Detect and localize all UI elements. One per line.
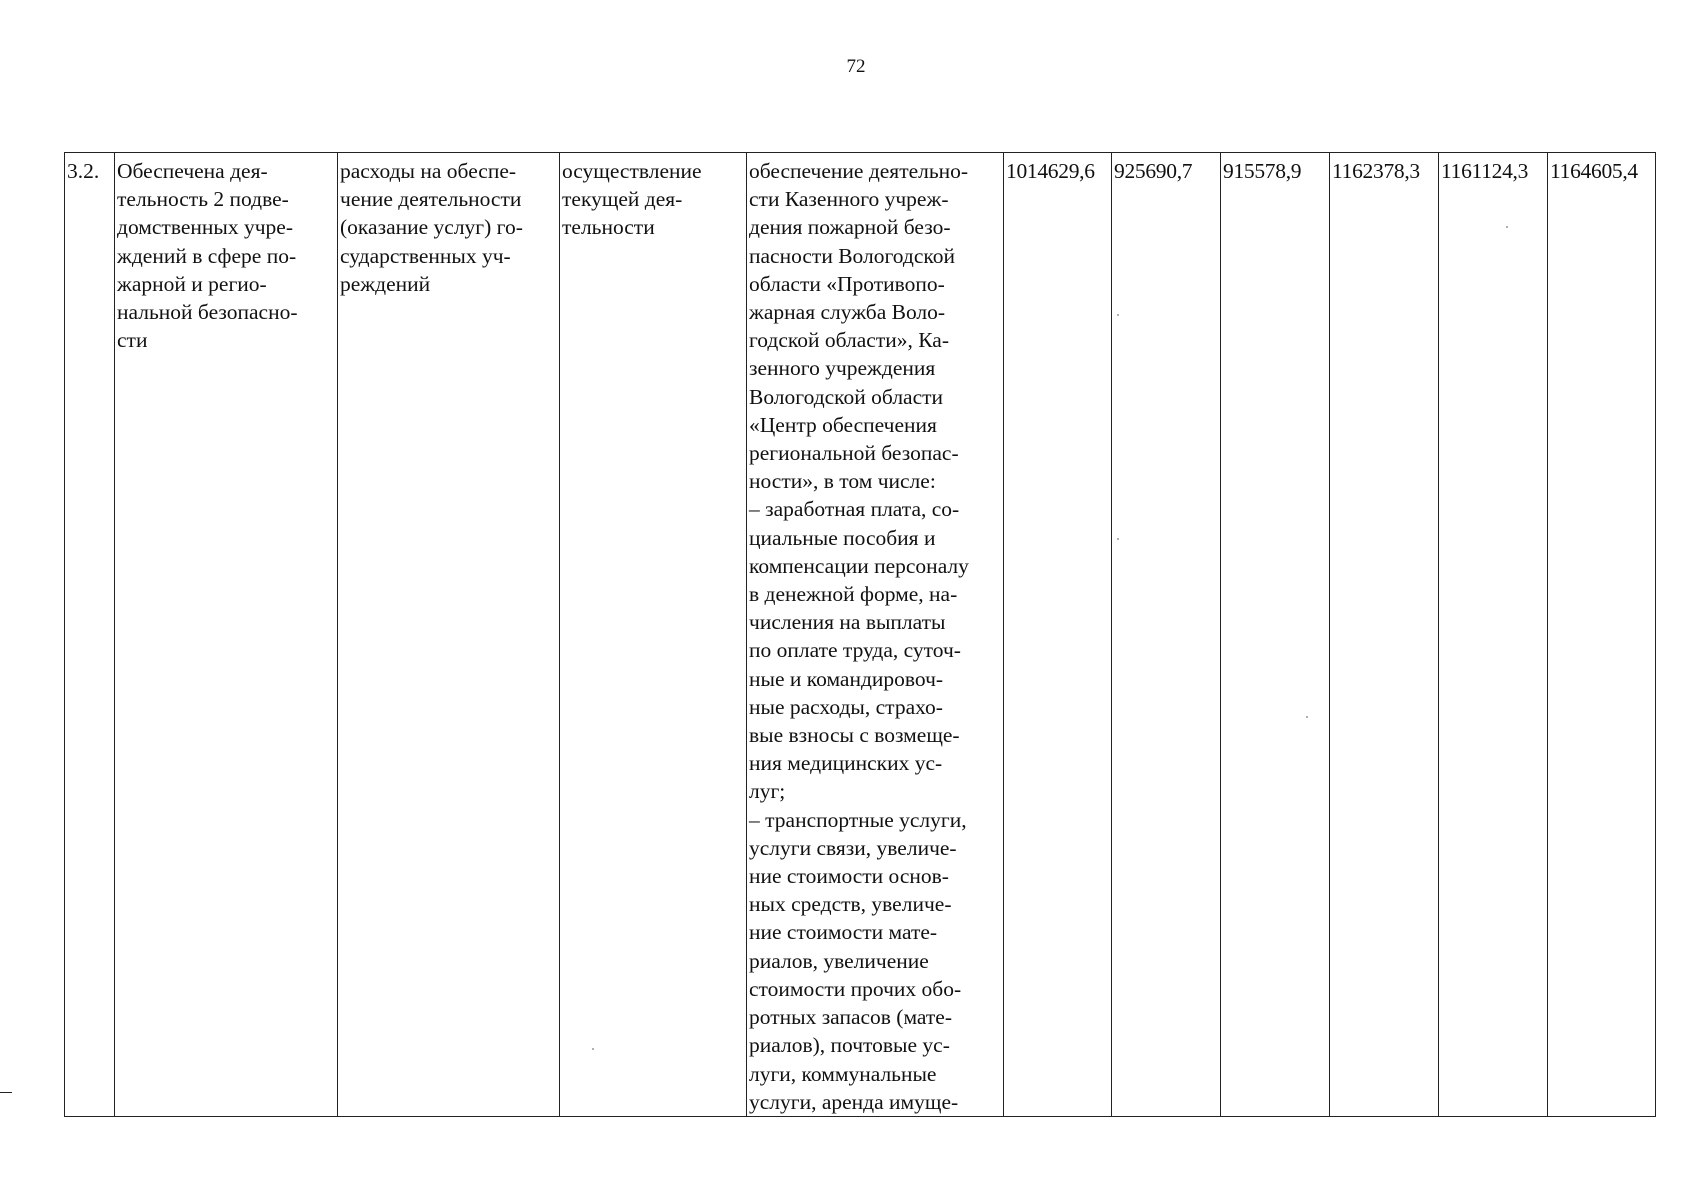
expenses-cell	[338, 153, 560, 1117]
value-cell	[1004, 153, 1112, 1117]
activity-cell	[560, 153, 747, 1117]
value-cell	[1439, 153, 1548, 1117]
value-cell	[1330, 153, 1439, 1117]
value-cell	[1112, 153, 1221, 1117]
value-6: 1164605,4	[1550, 159, 1638, 183]
value-5: 1161124,3	[1441, 159, 1529, 183]
result-cell	[115, 153, 338, 1117]
description-cell	[747, 153, 1004, 1117]
description-text: обеспечение деятельно- сти Казенного учреж- дения пожарной безо- пасности Вологодской области «Противопо- жарная служба Воло- годской области», Ка- зенного учреждения Вологодской области «Центр обеспечения региональной безопас- ности», в том числе: – заработная плата, со- циальные пособия и компенсации персоналу в денежной форме, на- числения на выплаты по оплате труда, суточ- ные и командировоч- ные расходы, страхо- вые взносы с возмеще- ния медицинских ус- луг; – транспортные услуги, услуги связи, увеличе- ние стоимости основ- ных средств, увеличе- ние стоимости мате- риалов, увеличение стоимости прочих обо- ротных запасов (мате- риалов), почтовые ус- луги, коммунальные услуги, аренда имуще-	[749, 159, 969, 1114]
budget-table	[64, 152, 1656, 1117]
value-cell	[1221, 153, 1330, 1117]
scan-edge-mark	[0, 1092, 12, 1093]
value-1: 1014629,6	[1006, 159, 1095, 183]
expenses-text: расходы на обеспе- чение деятельности (оказание услуг) го- сударственных уч- реждений	[340, 159, 523, 296]
activity-text: осуществление текущей дея- тельности	[562, 159, 702, 240]
value-2: 925690,7	[1114, 159, 1193, 183]
value-cell	[1548, 153, 1656, 1117]
value-3: 915578,9	[1223, 159, 1302, 183]
value-4: 1162378,3	[1332, 159, 1420, 183]
row-index: 3.2.	[67, 159, 100, 183]
row-index-cell	[65, 153, 115, 1117]
result-text: Обеспечена дея- тельность 2 подве- домственных учре- ждений в сфере по- жарной и регио- нальной безопасно- сти	[117, 159, 298, 353]
table-row	[65, 153, 1656, 1117]
page-number: 72	[846, 56, 866, 77]
